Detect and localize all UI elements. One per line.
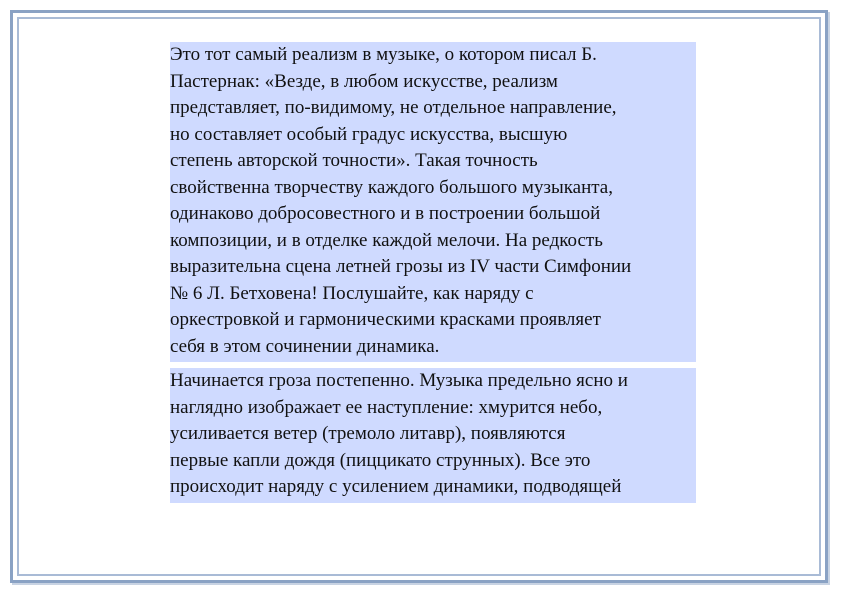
- paragraph-2: Начинается гроза постепенно. Музыка предельно ясно и наглядно изображает ее наступление: хмурится небо, усиливается ветер (тремоло литавр), появляются первые капли дождя (пиццикато струнных). Все это происходит наряду с усилением динамики, подводящей: [170, 368, 696, 503]
- text-content: [170, 42, 696, 503]
- paragraph-1: Это тот самый реализм в музыке, о котором писал Б. Пастернак: «Везде, в любом искусстве, реализм представляет, по-видимому, не отдельное направление, но составляет особый градус искусства, высшую степень авторской точности». Такая точность свойственна творчеству каждого большого музыканта, одинаково добросовестного и в построении большой композиции, и в отделке каждой мелочи. На редкость выразительна сцена летней грозы из IV части Симфонии № 6 Л. Бетховена! Послушайте, как наряду с оркестровкой и гармоническими красками проявляет себя в этом сочинении динамика.: [170, 42, 696, 362]
